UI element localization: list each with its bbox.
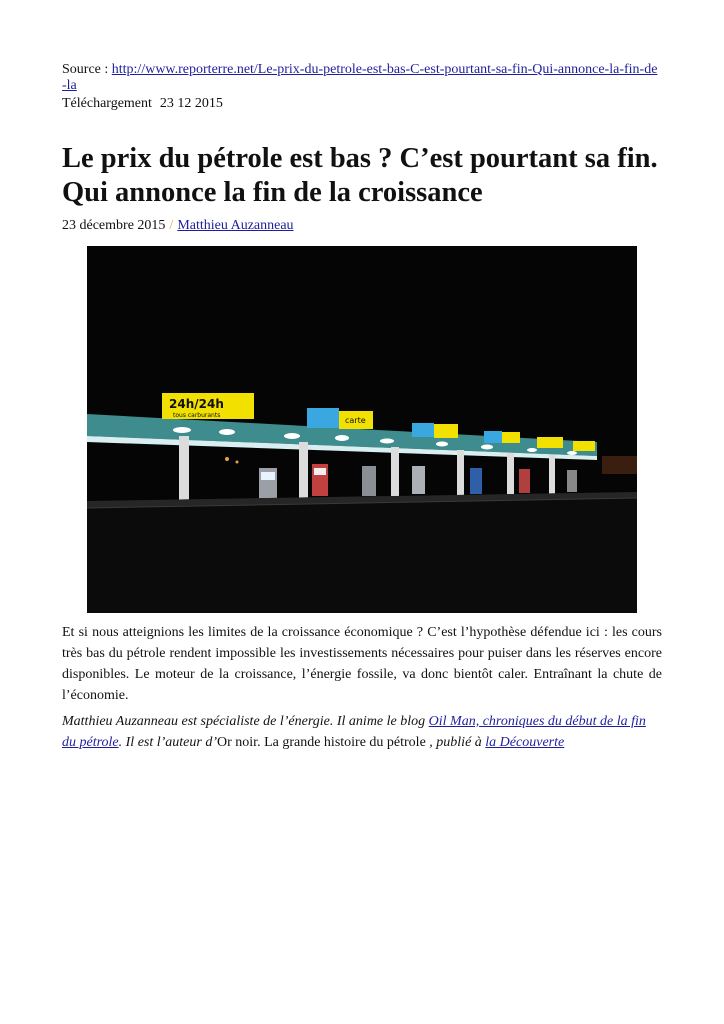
author-bio — [62, 711, 662, 753]
download-date: 23 12 2015 — [159, 96, 223, 111]
bio-published: , publié à — [425, 735, 486, 750]
gas-station-photo — [87, 246, 637, 613]
sign-yellow-3 — [502, 432, 520, 443]
source-link[interactable]: http://www.reporterre.net/Le-prix-du-petrole-est-bas-C-est-pourtant-sa-fin-Qui-annonce-la-fin-de-la — [62, 62, 658, 93]
meta-separator: / — [169, 218, 174, 233]
sign-yellow-2 — [434, 424, 458, 438]
sign-24h-text: 24h/24h — [169, 397, 224, 411]
sign-blue-1 — [307, 408, 339, 428]
sign-blue-2 — [412, 423, 434, 437]
forecourt-ground — [87, 492, 637, 613]
article-title: Le prix du pétrole est bas ? C’est pourtant sa fin. Qui annonce la fin de la croissance — [62, 143, 658, 208]
download-label: Téléchargement — [62, 96, 152, 111]
article-intro: Et si nous atteignions les limites de la croissance économique ? C’est l’hypothèse défendue ici : les cours très bas du pétrole rendent impossible les investissements nécessaires pour puiser dans les réserves encore disponibles. Le moteur de la croissance, l’énergie fossile, va donc bientôt caler. Entraînant la chute de l’économie. — [62, 625, 662, 703]
article-date: 23 décembre 2015 — [62, 218, 166, 233]
author-link[interactable]: Matthieu Auzanneau — [177, 218, 294, 233]
sign-yellow-4 — [537, 437, 563, 448]
blog-link[interactable]: Oil Man, chroniques du début de la fin du pétrole — [62, 714, 646, 750]
download-line — [62, 96, 223, 112]
source-line — [62, 62, 662, 94]
sign-carburants-text: tous carburants — [173, 412, 221, 419]
publisher-link[interactable]: la Découverte — [485, 735, 565, 750]
bio-intro: Matthieu Auzanneau est spécialiste de l’énergie. Il anime le blog — [62, 714, 429, 729]
article-meta — [62, 218, 294, 234]
sign-carte-text: carte — [345, 416, 366, 425]
sign-blue-3 — [484, 431, 502, 443]
sign-yellow-5 — [573, 441, 595, 451]
book-title: Or noir. La grande histoire du pétrole — [217, 735, 426, 750]
bio-mid: . Il est l’auteur d’ — [118, 735, 218, 750]
source-label: Source : — [62, 62, 109, 77]
